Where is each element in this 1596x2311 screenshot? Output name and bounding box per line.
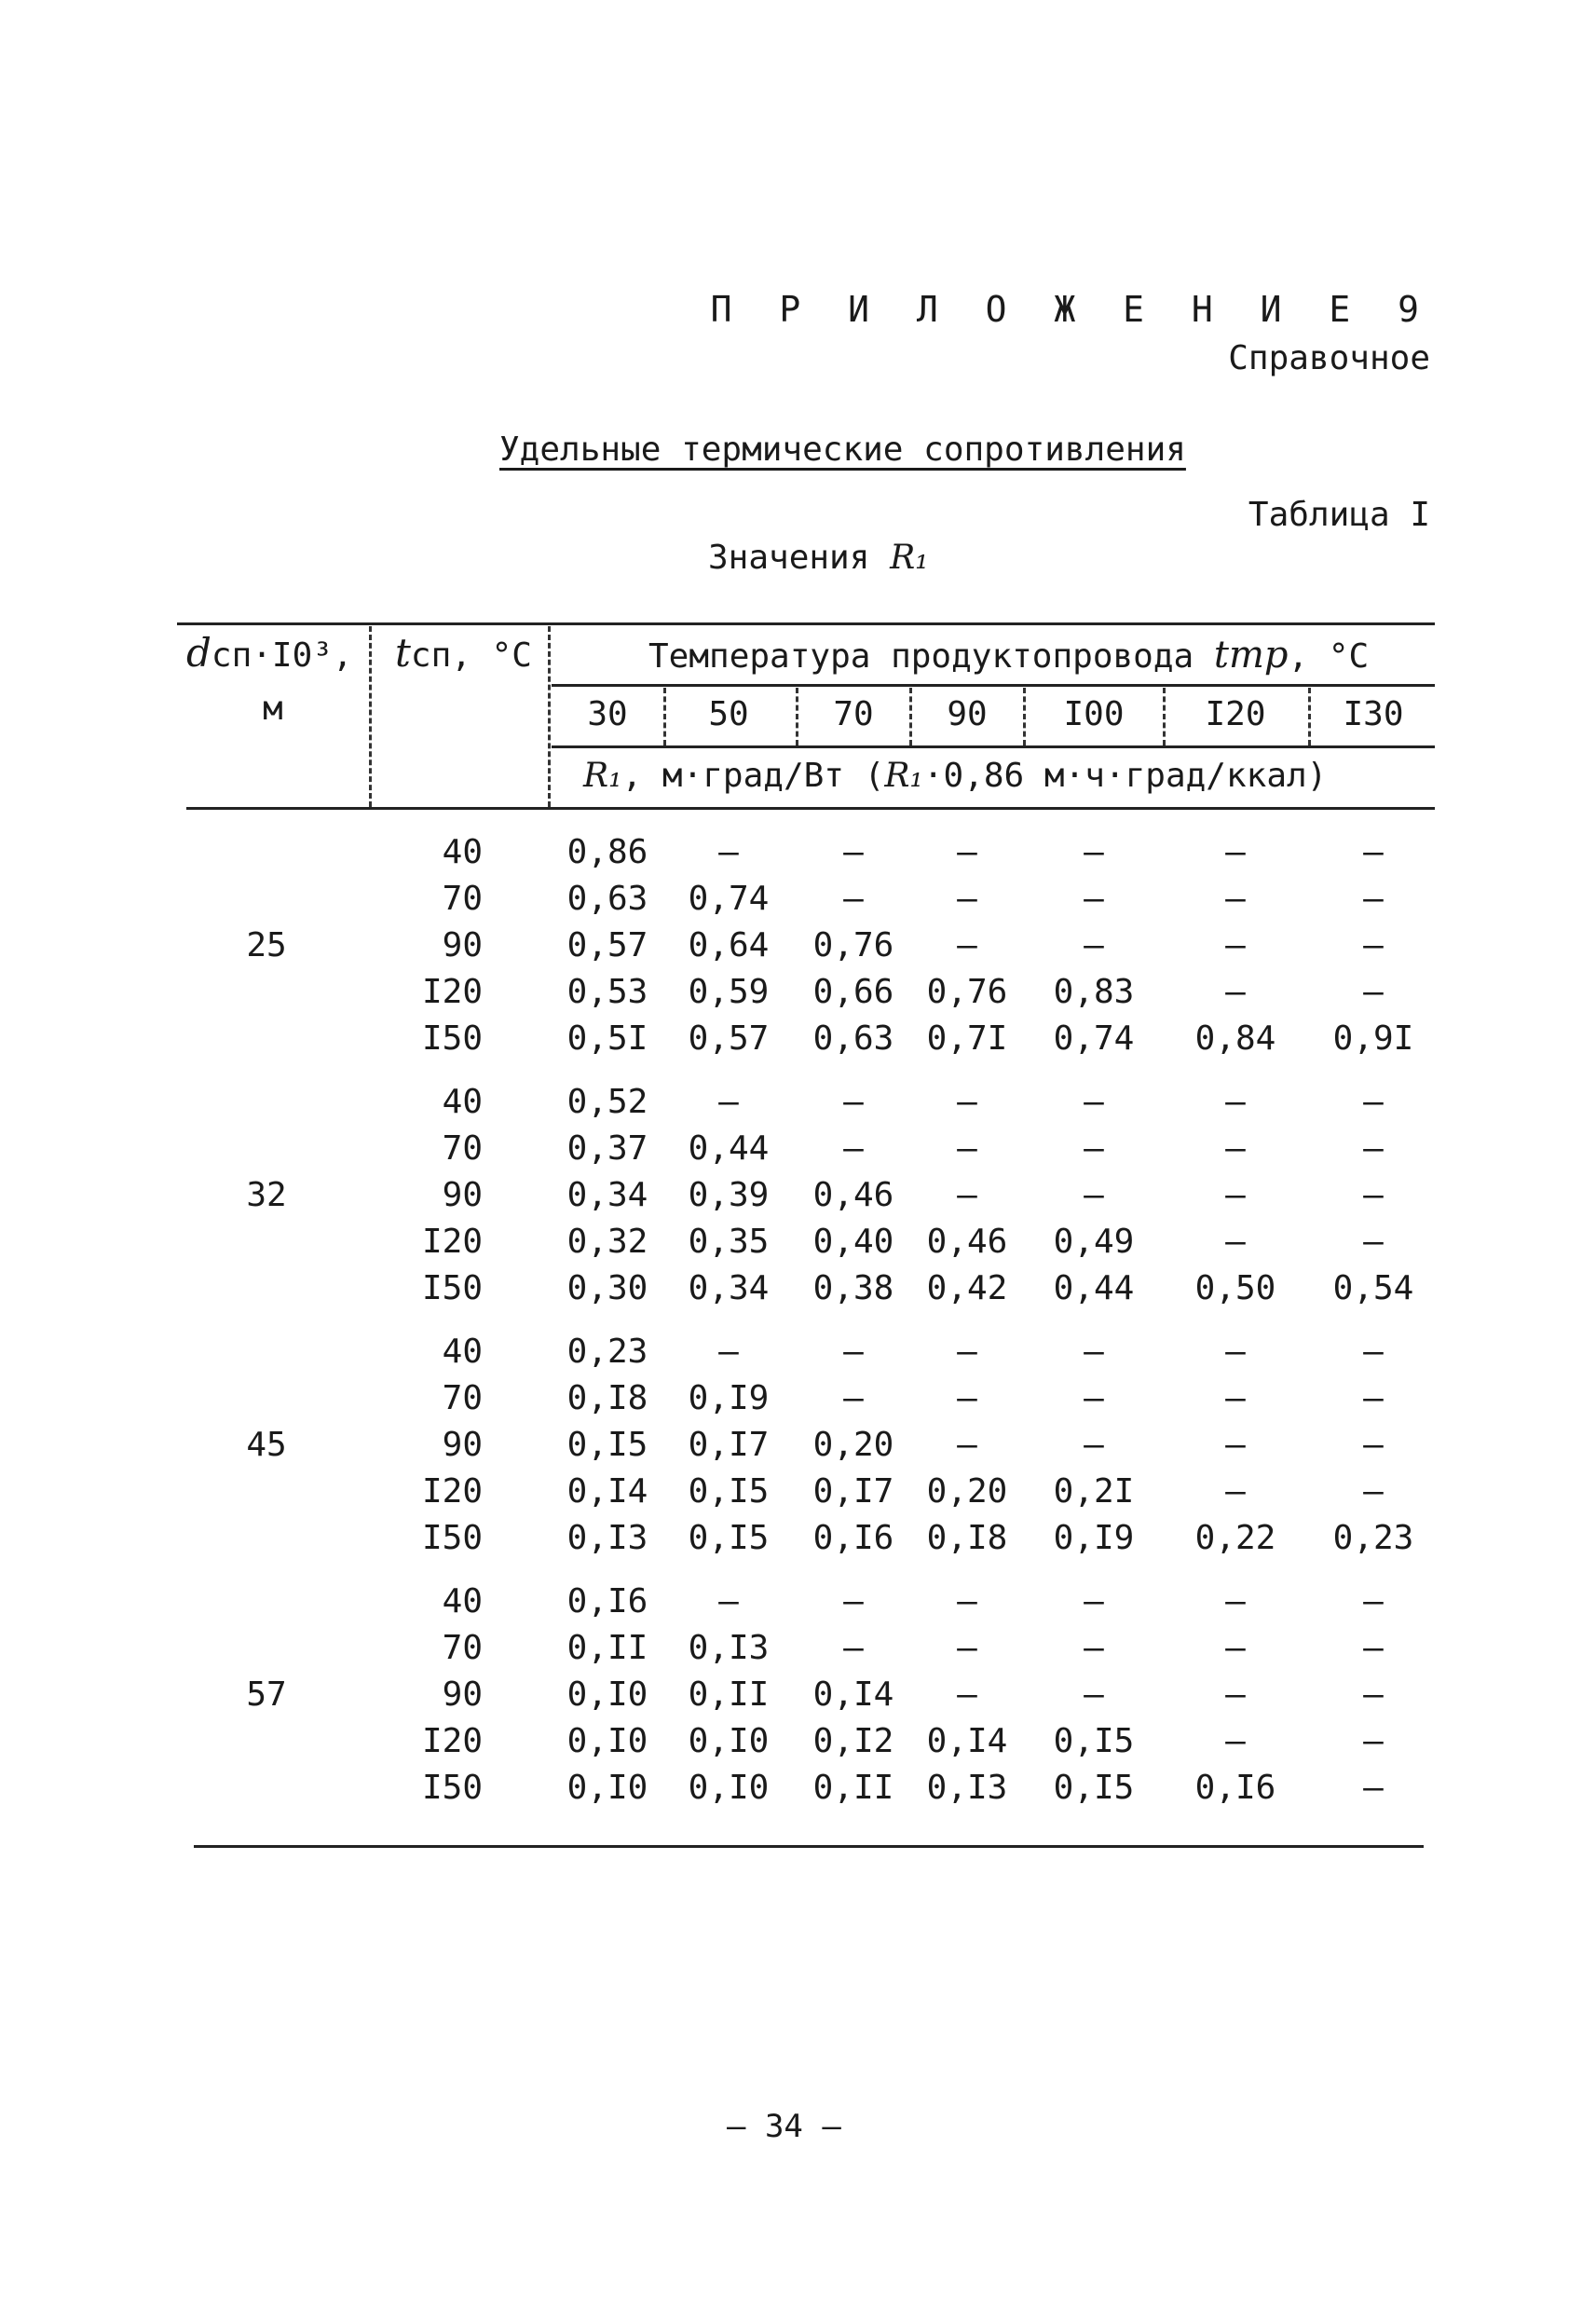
table-cell: –: [1363, 1426, 1384, 1464]
table-cell: 0,46: [926, 1223, 1008, 1261]
table-cell: –: [1084, 1083, 1104, 1121]
table-cell: –: [1225, 1083, 1246, 1121]
appendix-heading: П Р И Л О Ж Е Н И Е 9: [710, 289, 1432, 330]
row-temperature: 90: [442, 1426, 483, 1464]
table-top-rule: [177, 622, 1435, 625]
table-cell: –: [1363, 1223, 1384, 1261]
row-temperature: 70: [442, 880, 483, 918]
table-number: Таблица I: [1248, 496, 1430, 534]
table-cell: –: [1363, 1722, 1384, 1760]
table-cell: –: [1363, 1333, 1384, 1371]
table-cell: 0,9I: [1332, 1019, 1414, 1058]
table-cell: –: [1363, 1129, 1384, 1168]
table-cell: –: [1363, 833, 1384, 871]
diameter-group-label: 25: [246, 926, 287, 964]
table-cell: 0,I5: [1053, 1769, 1135, 1807]
table-cell: –: [957, 1083, 977, 1121]
span-header-unit: , °C: [1288, 637, 1370, 676]
temperature-header-7: I30: [1343, 695, 1404, 733]
header-rule-1: [552, 684, 1435, 687]
diameter-group-label: 45: [246, 1426, 287, 1464]
table-cell: 0,52: [566, 1083, 648, 1121]
table-cell: –: [718, 1333, 739, 1371]
temperature-header-5: I00: [1063, 695, 1125, 733]
table-cell: 0,34: [688, 1269, 770, 1307]
table-cell: 0,42: [926, 1269, 1008, 1307]
temperature-header-2: 50: [708, 695, 749, 733]
table-cell: 0,59: [688, 973, 770, 1011]
units-symbol: R₁: [583, 757, 622, 795]
table-cell: 0,I4: [566, 1472, 648, 1511]
table-cell: 0,I6: [566, 1582, 648, 1620]
row-temperature: I20: [421, 1223, 483, 1261]
table-cell: 0,I0: [566, 1769, 648, 1807]
table-cell: 0,64: [688, 926, 770, 964]
diameter-symbol: d: [186, 630, 211, 676]
table-cell: 0,54: [1332, 1269, 1414, 1307]
table-cell: 0,30: [566, 1269, 648, 1307]
table-cell: –: [718, 1582, 739, 1620]
row-temperature: 70: [442, 1629, 483, 1667]
table-cell: 0,2I: [1053, 1472, 1135, 1511]
table-cell: –: [1225, 1582, 1246, 1620]
temperature-header-1: 30: [587, 695, 628, 733]
header-divider-col2: [548, 626, 551, 807]
table-cell: –: [1363, 973, 1384, 1011]
table-cell: 0,I6: [812, 1519, 894, 1557]
row-temperature: 90: [442, 1176, 483, 1214]
table-cell: –: [957, 1675, 977, 1714]
table-cell: 0,I3: [566, 1519, 648, 1557]
table-cell: 0,20: [926, 1472, 1008, 1511]
temperature-header-3: 70: [833, 695, 874, 733]
table-cell: –: [843, 880, 864, 918]
page-number: – 34 –: [727, 2108, 841, 2145]
temp-divider-6: [1308, 688, 1311, 745]
table-cell: –: [957, 1426, 977, 1464]
row-temperature: I20: [421, 973, 483, 1011]
header-rule-2: [552, 745, 1435, 748]
table-cell: –: [718, 833, 739, 871]
table-cell: 0,II: [688, 1675, 770, 1714]
temp-divider-5: [1163, 688, 1166, 745]
diameter-group-label: 57: [246, 1675, 287, 1714]
table-cell: 0,74: [688, 880, 770, 918]
table-cell: 0,I0: [688, 1722, 770, 1760]
table-cell: 0,46: [812, 1176, 894, 1214]
table-cell: –: [843, 1379, 864, 1417]
table-cell: –: [957, 1379, 977, 1417]
table-cell: 0,I3: [926, 1769, 1008, 1807]
table-cell: –: [1084, 1582, 1104, 1620]
table-cell: –: [1225, 1722, 1246, 1760]
caption-prefix: Значения: [708, 539, 870, 577]
table-cell: 0,39: [688, 1176, 770, 1214]
table-cell: –: [1363, 1176, 1384, 1214]
table-cell: 0,I0: [566, 1722, 648, 1760]
table-cell: –: [957, 1129, 977, 1168]
row-temperature: 90: [442, 926, 483, 964]
table-cell: 0,57: [688, 1019, 770, 1058]
table-cell: –: [1084, 1675, 1104, 1714]
row-temperature: 40: [442, 1582, 483, 1620]
table-cell: –: [1363, 1629, 1384, 1667]
table-cell: –: [1225, 1176, 1246, 1214]
table-cell: 0,I5: [688, 1519, 770, 1557]
table-cell: –: [1225, 1675, 1246, 1714]
table-cell: –: [1225, 973, 1246, 1011]
table-cell: –: [843, 1333, 864, 1371]
table-cell: –: [1084, 1176, 1104, 1214]
header-bottom-rule: [186, 807, 1435, 810]
table-cell: 0,83: [1053, 973, 1135, 1011]
table-cell: –: [957, 1176, 977, 1214]
table-cell: 0,I4: [812, 1675, 894, 1714]
table-cell: 0,23: [566, 1333, 648, 1371]
table-cell: 0,44: [688, 1129, 770, 1168]
table-cell: –: [1084, 880, 1104, 918]
table-cell: –: [1363, 1675, 1384, 1714]
table-cell: 0,66: [812, 973, 894, 1011]
row-temperature: 40: [442, 1083, 483, 1121]
table-cell: –: [843, 1083, 864, 1121]
table-cell: –: [1084, 1379, 1104, 1417]
row-temperature: I50: [421, 1769, 483, 1807]
table-cell: 0,I0: [566, 1675, 648, 1714]
table-bottom-rule: [194, 1845, 1424, 1848]
table-cell: –: [957, 880, 977, 918]
table-cell: 0,I0: [688, 1769, 770, 1807]
row-temperature: I50: [421, 1019, 483, 1058]
appendix-category: Справочное: [1228, 339, 1430, 377]
table-cell: –: [1225, 1333, 1246, 1371]
table-cell: 0,I4: [926, 1722, 1008, 1760]
col-diameter-unit: м: [263, 690, 283, 728]
table-caption: [708, 539, 929, 577]
table-cell: 0,34: [566, 1176, 648, 1214]
row-temperature: 70: [442, 1129, 483, 1168]
table-cell: –: [957, 1629, 977, 1667]
table-cell: 0,57: [566, 926, 648, 964]
units-text-2: ·0,86 м·ч·град/ккал): [922, 757, 1328, 795]
table-cell: 0,I8: [566, 1379, 648, 1417]
row-temperature: I50: [421, 1269, 483, 1307]
table-cell: –: [843, 1129, 864, 1168]
table-cell: 0,I8: [926, 1519, 1008, 1557]
table-cell: –: [1225, 926, 1246, 964]
table-cell: 0,74: [1053, 1019, 1135, 1058]
table-cell: –: [843, 833, 864, 871]
table-cell: –: [1225, 1223, 1246, 1261]
table-cell: 0,I7: [812, 1472, 894, 1511]
temp-symbol: t: [395, 630, 411, 676]
table-cell: 0,22: [1194, 1519, 1276, 1557]
table-cell: –: [1084, 926, 1104, 964]
table-cell: –: [1084, 833, 1104, 871]
table-cell: 0,20: [812, 1426, 894, 1464]
table-cell: –: [957, 1582, 977, 1620]
table-cell: 0,86: [566, 833, 648, 871]
table-cell: –: [1225, 1629, 1246, 1667]
units-symbol-2: R₁: [884, 757, 923, 795]
table-cell: 0,53: [566, 973, 648, 1011]
table-cell: –: [1363, 880, 1384, 918]
diameter-group-label: 32: [246, 1176, 287, 1214]
table-cell: –: [1363, 1472, 1384, 1511]
table-cell: 0,49: [1053, 1223, 1135, 1261]
table-cell: 0,23: [1332, 1519, 1414, 1557]
table-cell: 0,II: [812, 1769, 894, 1807]
row-temperature: I20: [421, 1472, 483, 1511]
table-cell: 0,I2: [812, 1722, 894, 1760]
table-cell: 0,37: [566, 1129, 648, 1168]
span-header: [648, 634, 1369, 677]
table-cell: 0,63: [812, 1019, 894, 1058]
table-cell: 0,I5: [566, 1426, 648, 1464]
table-cell: –: [1225, 833, 1246, 871]
table-cell: –: [1363, 1582, 1384, 1620]
units-header: [583, 757, 1327, 795]
table-cell: 0,35: [688, 1223, 770, 1261]
table-cell: –: [1084, 1333, 1104, 1371]
table-cell: 0,63: [566, 880, 648, 918]
table-cell: 0,76: [812, 926, 894, 964]
table-cell: –: [718, 1083, 739, 1121]
table-cell: 0,I9: [1053, 1519, 1135, 1557]
table-cell: 0,38: [812, 1269, 894, 1307]
row-temperature: 40: [442, 833, 483, 871]
table-cell: –: [1225, 880, 1246, 918]
table-cell: –: [1225, 1472, 1246, 1511]
table-cell: –: [1363, 1769, 1384, 1807]
units-text: , м·град/Вт (: [621, 757, 885, 795]
table-cell: 0,76: [926, 973, 1008, 1011]
table-cell: 0,50: [1194, 1269, 1276, 1307]
table-cell: 0,40: [812, 1223, 894, 1261]
table-cell: –: [957, 1333, 977, 1371]
table-cell: –: [1084, 1129, 1104, 1168]
table-cell: 0,7I: [926, 1019, 1008, 1058]
table-cell: 0,II: [566, 1629, 648, 1667]
temperature-header-6: I20: [1205, 695, 1266, 733]
table-cell: –: [1225, 1129, 1246, 1168]
table-cell: 0,44: [1053, 1269, 1135, 1307]
row-temperature: 40: [442, 1333, 483, 1371]
table-cell: –: [1363, 1083, 1384, 1121]
row-temperature: I50: [421, 1519, 483, 1557]
caption-symbol: R₁: [890, 539, 929, 577]
span-header-text: Температура продуктопровода: [648, 637, 1194, 676]
document-title: Удельные термические сопротивления: [499, 431, 1186, 469]
table-cell: 0,I5: [688, 1472, 770, 1511]
table-cell: 0,I3: [688, 1629, 770, 1667]
table-cell: –: [1084, 1629, 1104, 1667]
table-cell: –: [843, 1629, 864, 1667]
table-cell: 0,I6: [1194, 1769, 1276, 1807]
temp-divider-4: [1023, 688, 1026, 745]
table-cell: 0,I5: [1053, 1722, 1135, 1760]
table-cell: 0,I9: [688, 1379, 770, 1417]
header-divider-col1: [369, 626, 372, 807]
table-cell: 0,I7: [688, 1426, 770, 1464]
table-cell: –: [957, 833, 977, 871]
table-cell: –: [1363, 926, 1384, 964]
row-temperature: 90: [442, 1675, 483, 1714]
table-cell: 0,84: [1194, 1019, 1276, 1058]
table-cell: –: [1084, 1426, 1104, 1464]
table-cell: 0,5I: [566, 1019, 648, 1058]
temp-header-rest: сп, °C: [410, 636, 532, 675]
temp-divider-1: [663, 688, 666, 745]
pipeline-temp-symbol: tтр: [1213, 634, 1289, 677]
table-cell: –: [1225, 1426, 1246, 1464]
table-cell: 0,32: [566, 1223, 648, 1261]
col-diameter-header: [186, 630, 353, 676]
temperature-header-4: 90: [947, 695, 988, 733]
table-cell: –: [1363, 1379, 1384, 1417]
table-cell: –: [957, 926, 977, 964]
row-temperature: 70: [442, 1379, 483, 1417]
diameter-header-rest: сп·I0³,: [211, 636, 353, 675]
table-cell: –: [843, 1582, 864, 1620]
table-cell: –: [1225, 1379, 1246, 1417]
col-temp-header: [395, 630, 532, 676]
row-temperature: I20: [421, 1722, 483, 1760]
